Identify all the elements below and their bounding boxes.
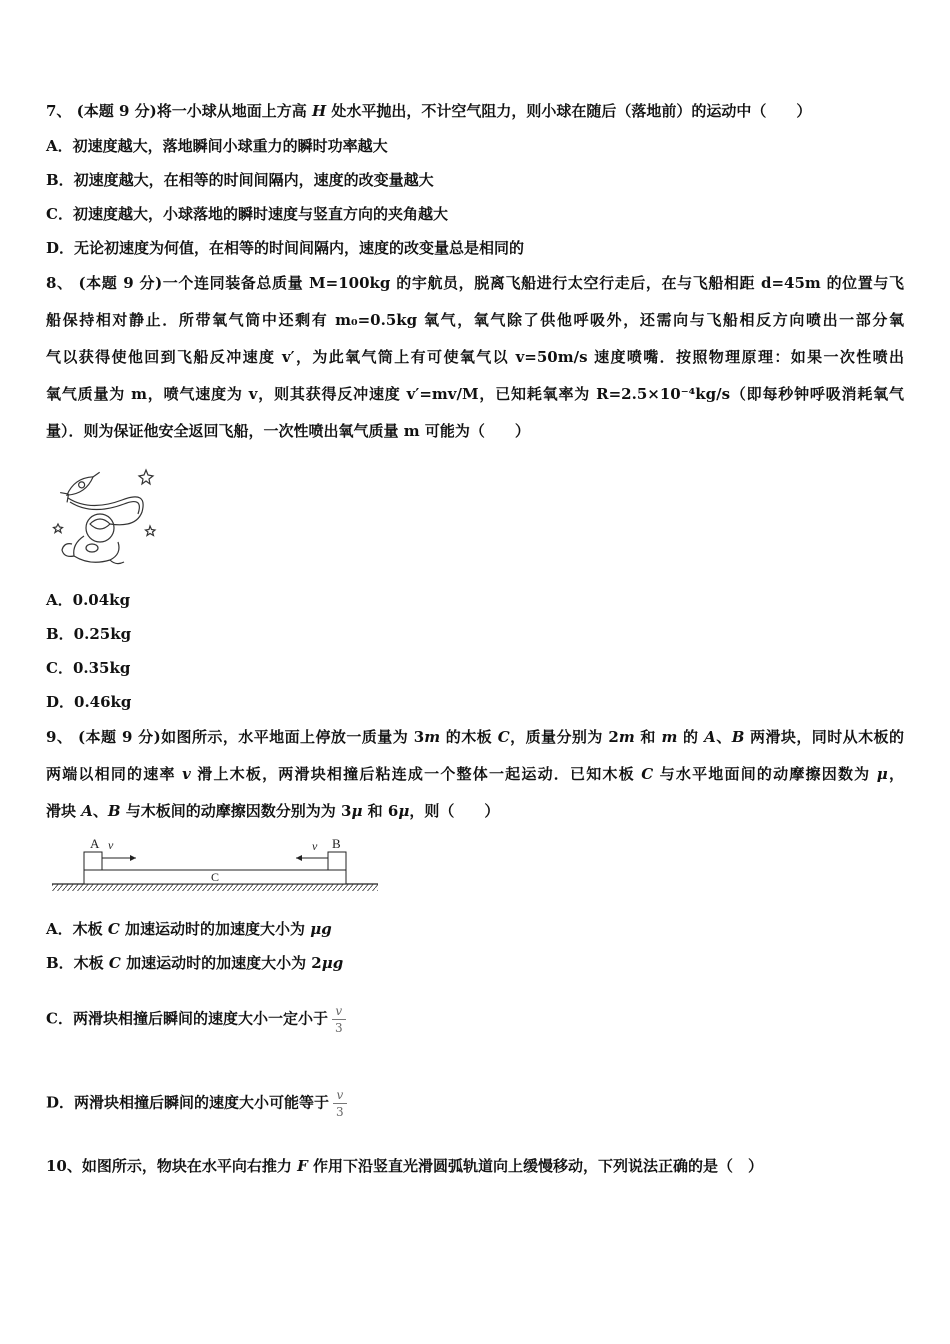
fraction-v-over-3: $\frac{v}{3}$ (332, 1004, 346, 1035)
q8-option-d: D．0.46kg (46, 693, 132, 711)
velocity-label-a: v (108, 838, 114, 852)
block-b (328, 852, 346, 870)
q7-stem: 7、 (本题 9 分)将一小球从地面上方高 H 处水平抛出，不计空气阻力，则小球在随后（落地前）的运动中（ ） (46, 102, 812, 120)
q9-option-a: A．木板 C 加速运动时的加速度大小为 μg (46, 920, 332, 938)
q7-option-d: D．无论初速度为何值，在相等的时间间隔内，速度的改变量总是相同的 (46, 239, 525, 257)
board-blocks-figure (50, 834, 382, 894)
q9-option-c: C．两滑块相撞后瞬间的速度大小一定小于 $\frac{v}{3}$ (46, 1004, 346, 1035)
q7-option-c: C．初速度越大，小球落地的瞬时速度与竖直方向的夹角越大 (46, 205, 448, 223)
q9-option-b: B．木板 C 加速运动时的加速度大小为 2μg (46, 954, 344, 972)
q10-stem: 10、如图所示，物块在水平向右推力 F 作用下沿竖直光滑圆弧轨道向上缓慢移动，下列说法正确的是（ ） (46, 1157, 763, 1175)
q8-option-c: C．0.35kg (46, 659, 131, 677)
q8-option-b: B．0.25kg (46, 625, 132, 643)
block-a (84, 852, 102, 870)
q9-stem-line-3: 滑块 A、B 与木板间的动摩擦因数分别为为 3μ 和 6μ，则（ ） (46, 802, 500, 820)
block-a-label: A (90, 836, 100, 851)
fraction-v-over-3: $\frac{v}{3}$ (333, 1088, 347, 1119)
q8-stem-line-3: 气以获得使他回到飞船反冲速度 v′，为此氧气筒上有可使氧气以 v=50m/s 速度喷嘴．按照物理原理：如果一次性喷出 (46, 348, 904, 366)
velocity-label-b: v (312, 839, 318, 853)
q9-option-d: D．两滑块相撞后瞬间的速度大小可能等于 $\frac{v}{3}$ (46, 1088, 347, 1119)
q8-stem-line-5: 量）．则为保证他安全返回飞船，一次性喷出氧气质量 m 可能为（ ） (46, 422, 530, 440)
q8-stem-line-2: 船保持相对静止．所带氧气筒中还剩有 m₀=0.5kg 氧气，氧气除了供他呼吸外，还需向与飞船相反方向喷出一部分氧 (46, 311, 904, 329)
q8-stem-line-1: 8、 (本题 9 分)一个连同装备总质量 M=100kg 的宇航员，脱离飞船进行太空行走后，在与飞船相距 d=45m 的位置与飞 (46, 274, 904, 292)
q9-stem-line-2: 两端以相同的速率 v 滑上木板，两滑块相撞后粘连成一个整体一起运动．已知木板 C 与水平地面间的动摩擦因数为 μ， (46, 765, 904, 783)
q9-stem-line-1: 9、 (本题 9 分)如图所示，水平地面上停放一质量为 3m 的木板 C，质量分别为 2m 和 m 的 A、B 两滑块，同时从木板的 (46, 728, 904, 746)
q7-option-a: A．初速度越大，落地瞬间小球重力的瞬时功率越大 (46, 137, 388, 155)
q7-option-b: B．初速度越大，在相等的时间间隔内，速度的改变量越大 (46, 171, 434, 189)
block-b-label: B (332, 836, 341, 851)
q8-option-a: A．0.04kg (46, 591, 131, 609)
astronaut-illustration (50, 462, 160, 570)
q8-stem-line-4: 氧气质量为 m，喷气速度为 v，则其获得反冲速度 v′=mv/M，已知耗氧率为 R=2.5×10⁻⁴kg/s（即每秒钟呼吸消耗氧气 (46, 385, 904, 403)
board-c-label: C (210, 870, 220, 884)
